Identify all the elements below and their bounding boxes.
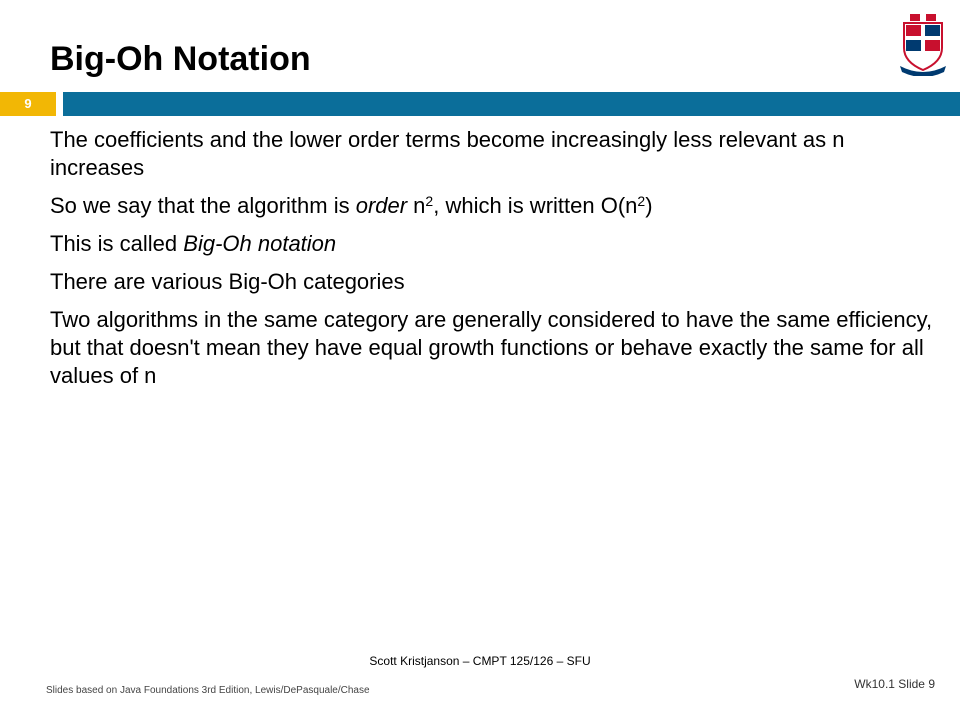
slide-title: Big-Oh Notation	[50, 40, 311, 78]
bullet-text: There are various Big-Oh categories	[50, 269, 405, 294]
bullet-marker	[18, 202, 27, 211]
footer-source-note: Slides based on Java Foundations 3rd Edition, Lewis/DePasquale/Chase	[46, 685, 370, 696]
bullet-item	[50, 306, 940, 390]
footer-slide-number: Wk10.1 Slide 9	[854, 677, 935, 691]
bullet-marker	[18, 240, 27, 249]
bullet-marker	[18, 136, 27, 145]
bullet-text: , which is written O(n	[433, 193, 638, 218]
header-divider-bar	[63, 92, 960, 116]
footer-author: Scott Kristjanson – CMPT 125/126 – SFU	[369, 654, 591, 668]
bullet-marker	[18, 316, 27, 325]
bullet-marker	[18, 278, 27, 287]
bullet-text: n	[407, 193, 426, 218]
bullet-text: )	[645, 193, 653, 218]
bullet-item	[50, 230, 940, 258]
university-crest-logo	[898, 14, 948, 76]
bullet-item	[50, 192, 940, 220]
bullet-text: This is called	[50, 231, 184, 256]
bullet-emphasis: order	[355, 193, 408, 218]
bullet-text: The coefficients and the lower order terms become increasingly less relevant as n increases	[50, 127, 845, 180]
bullet-item	[50, 126, 940, 182]
superscript: 2	[425, 193, 434, 209]
bullet-text: Two algorithms in the same category are generally considered to have the same efficiency, but that doesn't mean they have equal growth functions or behave exactly the same for all values of n	[50, 307, 933, 388]
superscript: 2	[637, 193, 646, 209]
slide-number-badge: 9	[0, 92, 56, 116]
bullet-item	[50, 268, 940, 296]
bullet-list	[50, 126, 940, 400]
bullet-text: So we say that the algorithm is	[50, 193, 356, 218]
bullet-emphasis: Big-Oh notation	[183, 231, 337, 256]
